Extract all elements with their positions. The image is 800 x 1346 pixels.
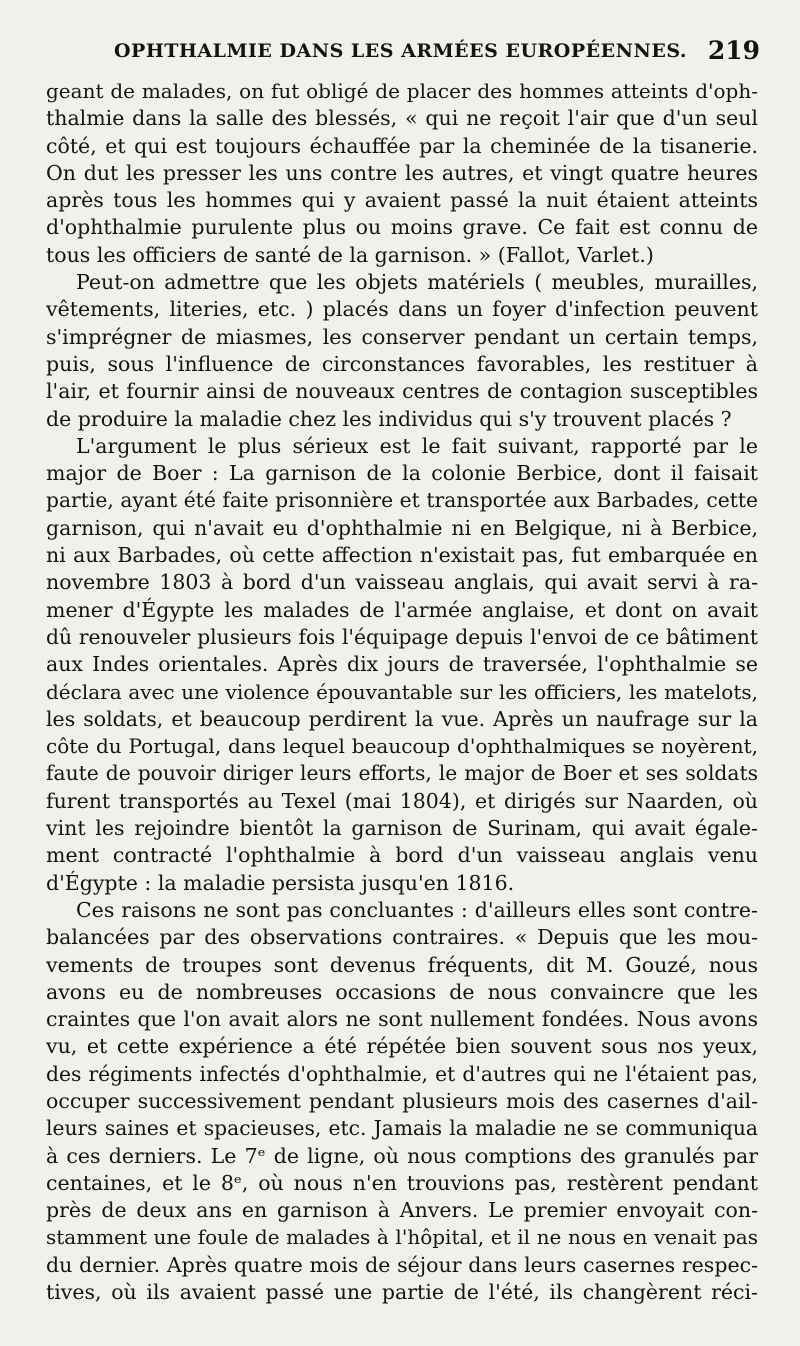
text-line: major de Boer : La garnison de la colonie Berbice, dont il faisait xyxy=(46,461,758,486)
running-title: OPHTHALMIE DANS LES ARMÉES EUROPÉENNES. xyxy=(114,40,687,62)
text-line: d'Égypte : la maladie persista jusqu'en 1816. xyxy=(46,870,515,895)
text-line: près de deux ans en garnison à Anvers. Le premier envoyait con- xyxy=(46,1198,758,1223)
text-line: garnison, qui n'avait eu d'ophthalmie ni en Belgique, ni à Berbice, xyxy=(46,515,758,540)
text-line: faute de pouvoir diriger leurs efforts, le major de Boer et ses soldats xyxy=(46,761,758,786)
text-line: thalmie dans la salle des blessés, « qui ne reçoit l'air que d'un seul xyxy=(46,106,758,131)
text-line: vu, et cette expérience a été répétée bien souvent sous nos yeux, xyxy=(46,1034,758,1059)
text-line: d'ophthalmie purulente plus ou moins grave. Ce fait est connu de xyxy=(46,215,758,240)
page-number: 219 xyxy=(707,36,760,65)
body-text xyxy=(46,78,758,1306)
text-line: vint les rejoindre bientôt la garnison de Surinam, qui avait égale- xyxy=(46,816,758,841)
text-line: de produire la maladie chez les individus qui s'y trouvent placés ? xyxy=(46,406,732,431)
text-line: novembre 1803 à bord d'un vaisseau anglais, qui avait servi à ra- xyxy=(46,570,758,595)
text-line: On dut les presser les uns contre les autres, et vingt quatre heures xyxy=(46,160,758,185)
text-line: avons eu de nombreuses occasions de nous convaincre que les xyxy=(46,979,758,1004)
text-line: aux Indes orientales. Après dix jours de traversée, l'ophthalmie se xyxy=(46,652,758,677)
text-line: mener d'Égypte les malades de l'armée anglaise, et dont on avait xyxy=(46,597,758,622)
text-line: côté, et qui est toujours échauffée par la cheminée de la tisanerie. xyxy=(46,133,758,158)
text-line: les soldats, et beaucoup perdirent la vue. Après un naufrage sur la xyxy=(46,706,758,731)
text-line: craintes que l'on avait alors ne sont nullement fondées. Nous avons xyxy=(46,1007,758,1032)
text-line: stamment une foule de malades à l'hôpital, et il ne nous en venait pas xyxy=(46,1225,758,1250)
text-line: balancées par des observations contraires. « Depuis que les mou- xyxy=(46,925,758,950)
text-line: s'imprégner de miasmes, les conserver pendant un certain temps, xyxy=(46,324,758,349)
text-line: geant de malades, on fut obligé de placer des hommes atteints d'oph- xyxy=(46,79,758,103)
text-line: côte du Portugal, dans lequel beaucoup d'ophthalmiques se noyèrent, xyxy=(46,734,758,759)
text-line: occuper successivement pendant plusieurs mois des casernes d'ail- xyxy=(46,1088,758,1113)
text-line: dû renouveler plusieurs fois l'équipage depuis l'envoi de ce bâtiment xyxy=(46,624,758,649)
text-line: tous les officiers de santé de la garnison. » (Fallot, Varlet.) xyxy=(46,242,654,267)
text-line: des régiments infectés d'ophthalmie, et d'autres qui ne l'étaient pas, xyxy=(46,1061,758,1086)
text-line: à ces derniers. Le 7ᵉ de ligne, où nous comptions des granulés par xyxy=(46,1143,758,1168)
text-line: centaines, et le 8ᵉ, où nous n'en trouvions pas, restèrent pendant xyxy=(46,1170,758,1195)
text-line: vements de troupes sont devenus fréquents, dit M. Gouzé, nous xyxy=(46,952,758,977)
text-line: L'argument le plus sérieux est le fait suivant, rapporté par le xyxy=(76,433,758,458)
text-line: Ces raisons ne sont pas concluantes : d'ailleurs elles sont contre- xyxy=(76,897,758,922)
text-line: puis, sous l'influence de circonstances favorables, les restituer à xyxy=(46,351,758,376)
text-line: furent transportés au Texel (mai 1804), et dirigés sur Naarden, où xyxy=(46,788,758,813)
text-line: Peut-on admettre que les objets matériels ( meubles, murailles, xyxy=(76,270,758,295)
text-line: du dernier. Après quatre mois de séjour dans leurs casernes respec- xyxy=(46,1252,758,1277)
text-line: ni aux Barbades, où cette affection n'existait pas, fut embarquée en xyxy=(46,543,758,568)
text-line: déclara avec une violence épouvantable sur les officiers, les matelots, xyxy=(46,679,758,704)
text-line: tives, où ils avaient passé une partie de l'été, ils changèrent réci- xyxy=(46,1280,758,1305)
text-line: ment contracté l'ophthalmie à bord d'un vaisseau anglais venu xyxy=(46,843,758,868)
text-line: vêtements, literies, etc. ) placés dans un foyer d'infection peuvent xyxy=(46,297,758,322)
text-line: partie, ayant été faite prisonnière et transportée aux Barbades, cette xyxy=(46,488,758,513)
text-line: après tous les hommes qui y avaient passé la nuit étaient atteints xyxy=(46,188,758,213)
text-line: l'air, et fournir ainsi de nouveaux centres de contagion susceptibles xyxy=(46,379,758,404)
page-header xyxy=(48,36,760,68)
text-line: leurs saines et spacieuses, etc. Jamais la maladie ne se communiqua xyxy=(46,1116,758,1141)
